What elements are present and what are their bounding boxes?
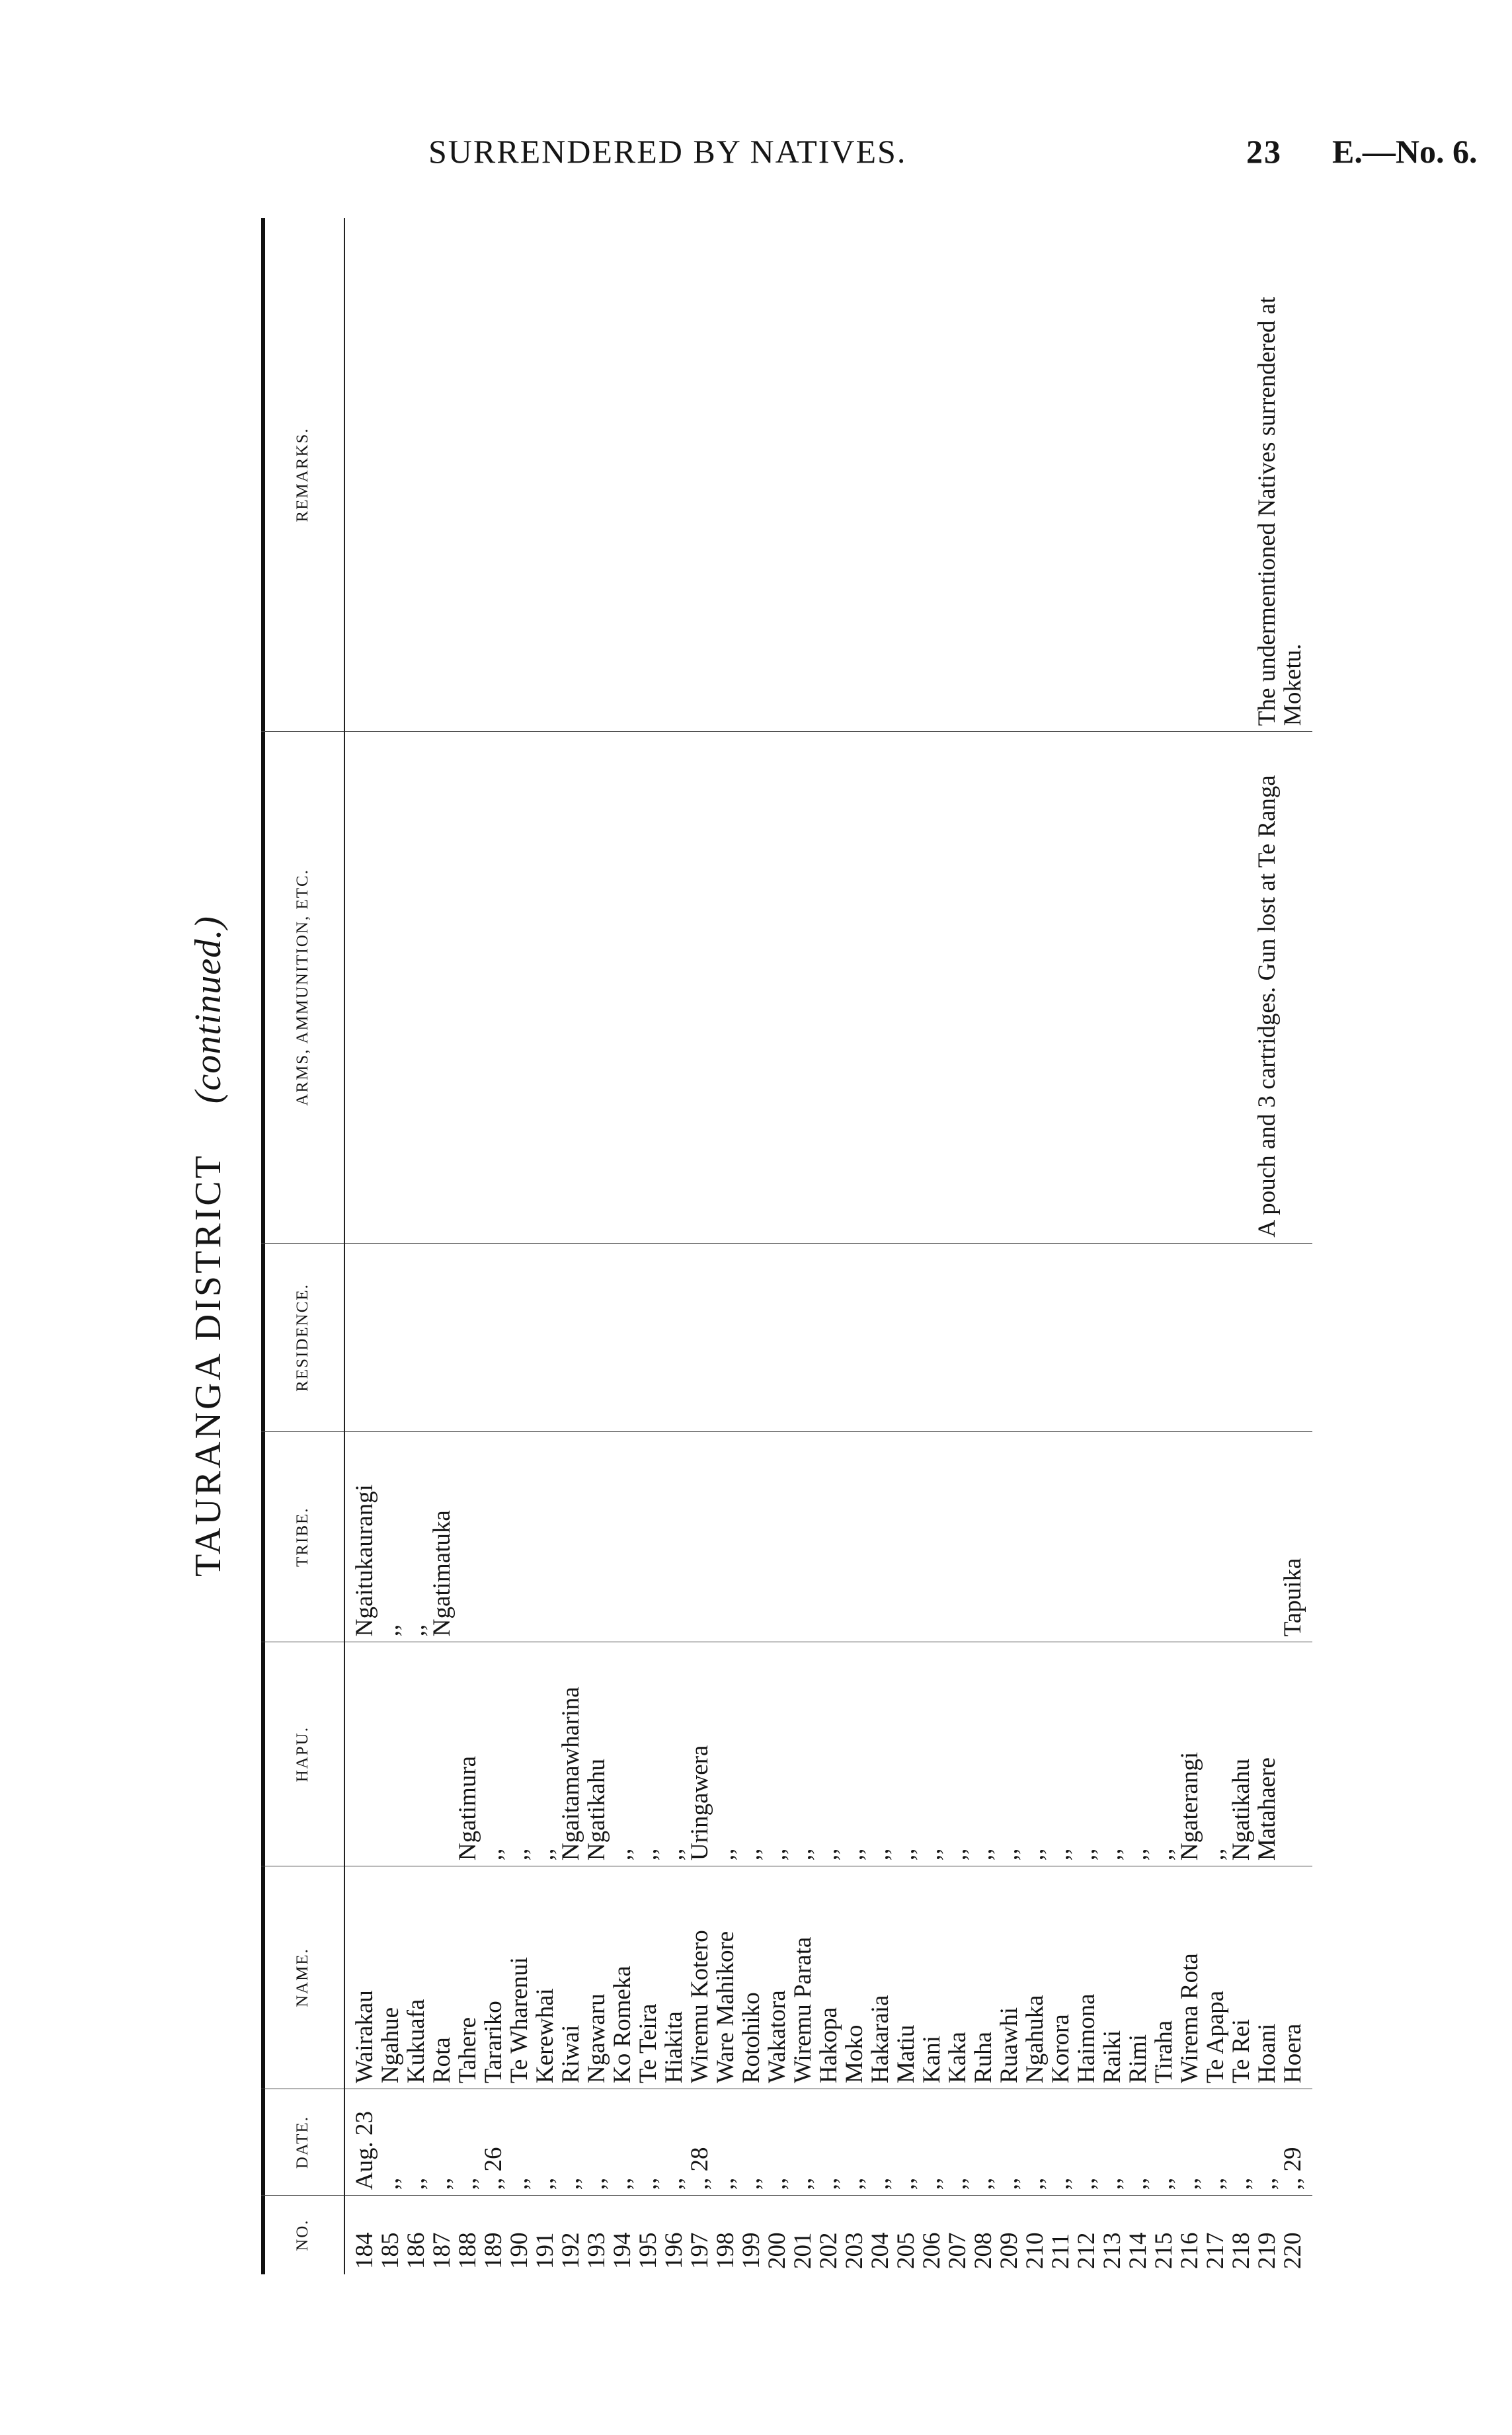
cell-tribe: Ngaitukaurangi	[351, 1484, 378, 1637]
cell-hapu: ,,	[893, 1848, 920, 1861]
cell-hapu: ,,	[815, 1848, 842, 1861]
cell-no: 200	[764, 2232, 791, 2269]
cell-hapu: Ngatikahu	[1228, 1759, 1255, 1861]
cell-tribe	[481, 1437, 506, 1636]
cell-no: 212	[1073, 2232, 1100, 2269]
no-column	[344, 2196, 1312, 2274]
cell-name: Ko Romeka	[609, 1966, 636, 2084]
cell-no: 210	[1021, 2232, 1049, 2269]
date-column	[344, 2089, 1312, 2196]
cell-name: Te Apapa	[1202, 1990, 1229, 2084]
cell-no: 187	[428, 2232, 456, 2269]
cell-hapu: ,,	[635, 1848, 662, 1861]
cell-name: Haimona	[1073, 1993, 1100, 2084]
cell-name: Te Teira	[635, 2003, 662, 2084]
cell-hapu: ,,	[1099, 1848, 1126, 1861]
cell-no: 189	[480, 2232, 507, 2269]
cell-date: ,,	[1073, 2177, 1100, 2190]
cell-name: Rotohiko	[738, 1992, 765, 2084]
table-title-sub: (continued.)	[188, 916, 229, 1104]
cell-name: Hiakita	[660, 2011, 688, 2084]
cell-date: ,,	[789, 2177, 816, 2190]
cell-tribe	[1022, 1437, 1048, 1636]
cell-no: 194	[609, 2232, 636, 2269]
cell-tribe	[506, 1437, 532, 1636]
cell-tribe	[1203, 1437, 1228, 1636]
cell-no: 186	[403, 2232, 430, 2269]
cell-tribe	[867, 1437, 893, 1636]
cell-date: ,,	[1202, 2177, 1229, 2190]
cell-name: Hoani	[1253, 2023, 1281, 2084]
cell-hapu: ,,	[506, 1848, 533, 1861]
cell-hapu: ,,	[841, 1848, 868, 1861]
header-no: NO.	[261, 2196, 344, 2274]
cell-hapu: ,,	[1202, 1848, 1229, 1861]
cell-hapu: ,,	[867, 1848, 894, 1861]
cell-date: ,,	[660, 2177, 688, 2190]
cell-name: Ruha	[970, 2031, 997, 2084]
cell-hapu: ,,	[480, 1848, 507, 1861]
header-tribe: TRIBE.	[261, 1432, 344, 1642]
tribe-column	[344, 1432, 1312, 1642]
surrender-table	[261, 218, 1312, 2274]
header-row	[261, 218, 344, 2274]
cell-tribe	[919, 1437, 945, 1636]
cell-tribe	[1228, 1437, 1254, 1636]
cell-name: Kerewhai	[532, 1988, 559, 2084]
cell-name: Kani	[918, 2036, 945, 2084]
cell-tribe	[816, 1437, 842, 1636]
cell-tribe	[764, 1437, 790, 1636]
cell-name: Kaka	[944, 2031, 971, 2084]
cell-no: 214	[1125, 2232, 1152, 2269]
cell-no: 185	[377, 2232, 404, 2269]
cell-tribe	[790, 1437, 816, 1636]
cell-date: ,,	[1125, 2177, 1152, 2190]
cell-hapu: Ngatimura	[454, 1755, 481, 1861]
cell-tribe	[971, 1437, 996, 1636]
cell-no: 196	[660, 2232, 688, 2269]
cell-date: ,,	[1021, 2177, 1049, 2190]
cell-date: ,,	[1253, 2177, 1281, 2190]
cell-tribe	[1074, 1437, 1099, 1636]
cell-date: ,,	[1047, 2177, 1074, 2190]
cell-no: 220	[1279, 2232, 1306, 2269]
cell-no: 219	[1253, 2232, 1281, 2269]
cell-date: ,, 26	[480, 2147, 507, 2190]
document-reference: E.—No. 6.	[1332, 133, 1478, 170]
cell-date: ,,	[557, 2177, 584, 2190]
arms-note: A pouch and 3 cartridges. Gun lost at Te Ranga	[1253, 775, 1281, 1238]
cell-tribe	[1125, 1437, 1151, 1636]
table-title	[162, 218, 255, 2274]
cell-date: ,,	[377, 2177, 404, 2190]
cell-hapu: ,,	[918, 1848, 945, 1861]
cell-no: 201	[789, 2232, 816, 2269]
cell-no: 217	[1202, 2232, 1229, 2269]
cell-date: ,,	[583, 2177, 610, 2190]
cell-tribe	[455, 1437, 481, 1636]
cell-tribe	[558, 1437, 584, 1636]
cell-hapu: ,,	[738, 1848, 765, 1861]
cell-name: Wirema Rota	[1176, 1953, 1203, 2084]
cell-no: 204	[867, 2232, 894, 2269]
cell-hapu: Ngaitamawharina	[557, 1687, 584, 1861]
cell-date: ,,	[764, 2177, 791, 2190]
cell-hapu: ,,	[1073, 1848, 1100, 1861]
cell-hapu	[352, 1648, 378, 1860]
header-name: NAME.	[261, 1866, 344, 2089]
cell-name: Wairakau	[351, 1990, 378, 2084]
cell-hapu: ,,	[996, 1848, 1023, 1861]
cell-no: 213	[1099, 2232, 1126, 2269]
cell-tribe	[1048, 1437, 1074, 1636]
page-header	[0, 0, 1512, 198]
cell-date: ,,	[1176, 2177, 1203, 2190]
cell-no: 203	[841, 2232, 868, 2269]
cell-name: Wakatora	[764, 1990, 791, 2084]
cell-name: Ngahue	[377, 2007, 404, 2084]
cell-name: Ruawhi	[996, 2007, 1023, 2084]
cell-no: 218	[1228, 2232, 1255, 2269]
cell-name: Matiu	[893, 2024, 920, 2084]
cell-date: ,, 29	[1279, 2147, 1306, 2190]
cell-hapu: ,,	[764, 1848, 791, 1861]
name-column	[344, 1866, 1312, 2089]
header-arms: ARMS, AMMUNITION, ETC.	[261, 731, 344, 1243]
cell-date: ,,	[970, 2177, 997, 2190]
cell-name: Riwai	[557, 2024, 584, 2084]
cell-date: ,,	[1228, 2177, 1255, 2190]
cell-name: Tiraha	[1150, 2020, 1177, 2084]
cell-no: 190	[506, 2232, 533, 2269]
cell-no: 193	[583, 2232, 610, 2269]
cell-date: ,,	[893, 2177, 920, 2190]
header-residence: RESIDENCE.	[261, 1243, 344, 1431]
cell-no: 206	[918, 2232, 945, 2269]
cell-date: ,,	[635, 2177, 662, 2190]
cell-date: ,,	[428, 2177, 456, 2190]
cell-name: Hakopa	[815, 2007, 842, 2084]
header-date: DATE.	[261, 2089, 344, 2196]
cell-tribe: ,,	[403, 1624, 430, 1637]
cell-date: ,,	[532, 2177, 559, 2190]
cell-name: Tahere	[454, 2016, 481, 2084]
cell-hapu: ,,	[789, 1848, 816, 1861]
cell-hapu	[378, 1648, 403, 1860]
rotated-table-sheet	[162, 218, 1312, 2274]
cell-no: 188	[454, 2232, 481, 2269]
cell-date: ,,	[506, 2177, 533, 2190]
page-number: 23	[1246, 133, 1282, 170]
cell-hapu: Ngatikahu	[583, 1759, 610, 1861]
cell-hapu: ,,	[712, 1848, 739, 1861]
cell-name: Kukuafa	[403, 1999, 430, 2084]
cell-no: 209	[996, 2232, 1023, 2269]
cell-tribe	[1151, 1437, 1177, 1636]
cell-hapu: ,,	[944, 1848, 971, 1861]
cell-hapu: ,,	[532, 1848, 559, 1861]
cell-date: ,,	[403, 2177, 430, 2190]
cell-no: 192	[557, 2232, 584, 2269]
cell-date: ,,	[1099, 2177, 1126, 2190]
cell-name: Tarariko	[480, 2001, 507, 2084]
cell-date: Aug. 23	[351, 2111, 378, 2190]
cell-tribe	[635, 1437, 661, 1636]
cell-hapu: Matahaere	[1253, 1757, 1281, 1861]
table-title-main: TAURANGA DISTRICT	[188, 1154, 229, 1577]
cell-tribe	[610, 1437, 635, 1636]
cell-tribe	[996, 1437, 1022, 1636]
cell-tribe: Ngatimatuka	[428, 1510, 456, 1637]
cell-name: Raiki	[1099, 2030, 1126, 2084]
cell-name: Wiremu Parata	[789, 1936, 816, 2084]
header-remarks: REMARKS.	[261, 218, 344, 731]
cell-tribe	[1254, 1437, 1280, 1636]
cell-name: Rimi	[1125, 2034, 1152, 2084]
cell-no: 195	[635, 2232, 662, 2269]
cell-no: 208	[970, 2232, 997, 2269]
cell-tribe	[584, 1437, 610, 1636]
cell-hapu: ,,	[1125, 1848, 1152, 1861]
cell-name: Rota	[428, 2037, 456, 2084]
cell-name: Moko	[841, 2024, 868, 2084]
cell-tribe	[532, 1437, 558, 1636]
cell-hapu: ,,	[1021, 1848, 1049, 1861]
cell-name: Hakaraia	[867, 1995, 894, 2084]
cell-no: 211	[1047, 2233, 1074, 2269]
header-hapu: HAPU.	[261, 1642, 344, 1866]
cell-tribe: Tapuika	[1279, 1558, 1306, 1637]
cell-tribe	[893, 1437, 919, 1636]
remarks-column	[344, 218, 1312, 731]
cell-date: ,,	[1150, 2177, 1177, 2190]
arms-column	[344, 731, 1312, 1243]
cell-name: Wiremu Kotero	[686, 1930, 713, 2084]
cell-tribe	[661, 1437, 687, 1636]
cell-name: Korora	[1047, 2014, 1074, 2084]
cell-date: ,,	[841, 2177, 868, 2190]
cell-hapu: ,,	[609, 1848, 636, 1861]
cell-name: Te Wharenui	[506, 1957, 533, 2084]
cell-hapu	[1280, 1648, 1306, 1860]
cell-hapu: Ngaterangi	[1176, 1751, 1203, 1861]
cell-date: ,,	[712, 2177, 739, 2190]
cell-tribe	[738, 1437, 764, 1636]
cell-hapu: ,,	[660, 1848, 688, 1861]
cell-hapu: ,,	[970, 1848, 997, 1861]
cell-hapu	[403, 1648, 429, 1860]
cell-date: ,,	[738, 2177, 765, 2190]
cell-hapu: ,,	[1150, 1848, 1177, 1861]
cell-tribe	[842, 1437, 867, 1636]
cell-date: ,,	[454, 2177, 481, 2190]
cell-no: 202	[815, 2232, 842, 2269]
residence-column	[344, 1243, 1312, 1431]
running-head: SURRENDERED BY NATIVES.	[428, 133, 907, 170]
cell-date: ,,	[815, 2177, 842, 2190]
cell-hapu: Uringawera	[686, 1745, 713, 1861]
cell-name: Ngawaru	[583, 1993, 610, 2084]
cell-date: ,,	[944, 2177, 971, 2190]
cell-no: 205	[893, 2232, 920, 2269]
cell-tribe	[1177, 1437, 1203, 1636]
cell-tribe	[1099, 1437, 1125, 1636]
hapu-column	[344, 1642, 1312, 1866]
cell-name: Ngahuka	[1021, 1995, 1049, 2084]
cell-date: ,,	[996, 2177, 1023, 2190]
cell-no: 197	[686, 2232, 713, 2269]
cell-no: 207	[944, 2232, 971, 2269]
cell-no: 216	[1176, 2232, 1203, 2269]
cell-hapu: ,,	[1047, 1848, 1074, 1861]
cell-tribe	[713, 1437, 738, 1636]
remarks-note: The undermentioned Natives surrendered at Moketu.	[1253, 296, 1306, 726]
cell-no: 215	[1150, 2232, 1177, 2269]
table-body-row	[344, 218, 1312, 2274]
cell-name: Ware Mahikore	[712, 1931, 739, 2084]
cell-tribe	[945, 1437, 971, 1636]
cell-date: ,,	[609, 2177, 636, 2190]
cell-name: Te Rei	[1228, 2018, 1255, 2084]
cell-no: 184	[351, 2232, 378, 2269]
cell-no: 191	[532, 2232, 559, 2269]
cell-no: 199	[738, 2232, 765, 2269]
cell-hapu	[429, 1648, 455, 1860]
cell-name: Hoera	[1279, 2023, 1306, 2084]
cell-date: ,,	[867, 2177, 894, 2190]
cell-date: ,, 28	[686, 2147, 713, 2190]
cell-tribe	[687, 1437, 713, 1636]
cell-no: 198	[712, 2232, 739, 2269]
cell-tribe: ,,	[377, 1624, 404, 1637]
cell-date: ,,	[918, 2177, 945, 2190]
